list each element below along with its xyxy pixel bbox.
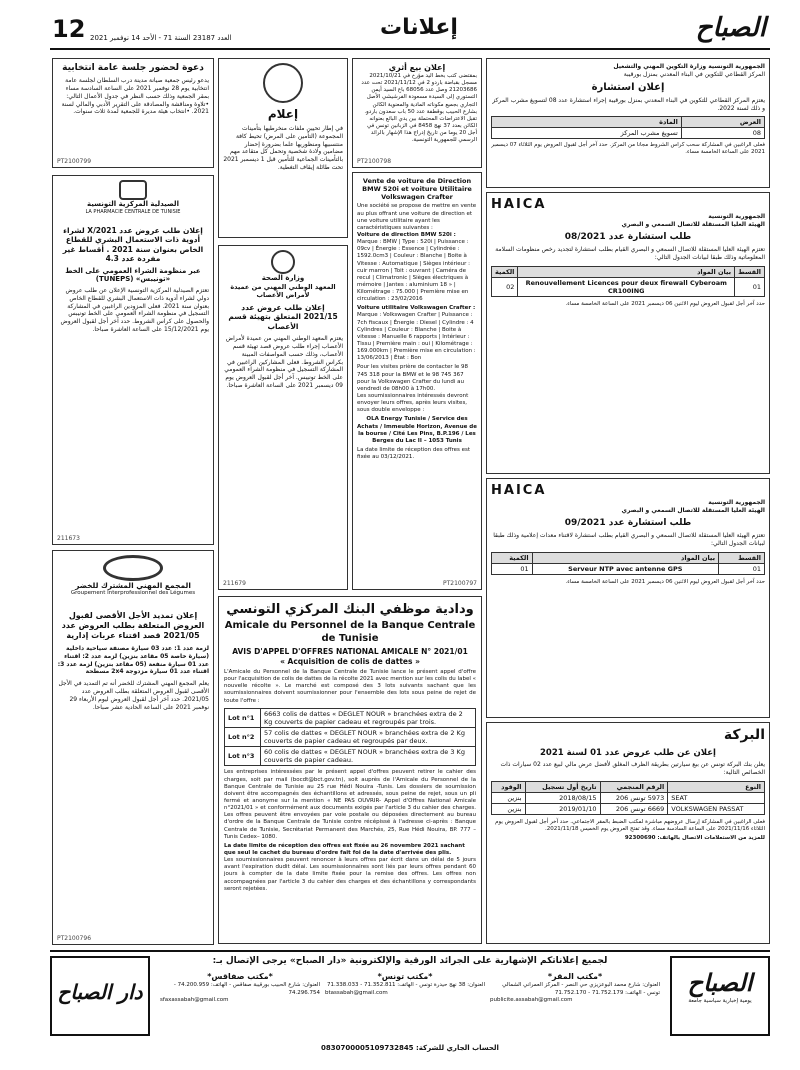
- brand-logo: الصباح: [695, 13, 766, 43]
- ipt-org2: المعهد الوطني المهني من عميدة لأمراض الأعصاب: [230, 282, 336, 299]
- iam-title: إعلام: [267, 107, 299, 121]
- bct-lot3-desc: 60 colis de dattes « DEGLET NOUR » branchées extra de 3 Kg couverts de papier cadeau.: [261, 747, 476, 766]
- haica1-org: الهيئة العليا المستقلة للاتصال السمعي و البصري: [621, 221, 765, 229]
- haica2-country: الجمهورية التونسية: [708, 499, 765, 507]
- vehicle-visits: Pour les visites prière de contacter le 98 745 318 pour la BMW et le 98 745 367 pour la Volkswagen Crafter du lundi au vendredi de 08h00 à 17h00.: [357, 364, 469, 392]
- vehicle-title: Vente de voiture de Direction BMW 520i et voiture Utilitaire Volkswagen Crafter: [362, 177, 472, 202]
- baraka-r1-c3: 2018/08/15: [525, 792, 600, 803]
- footer-account: الحساب الجاري للشركة: 0830700005109732845: [321, 1044, 499, 1052]
- fonds-code: PT2100798: [357, 157, 392, 165]
- bts-body: يعتزم المركز القطاعي للتكوين في البناء المعدني بمنزل بورقيبة إجراء استشارة عدد 08 لتسويغ مشرب المركز و ذلك لسنة 2022.: [492, 97, 765, 112]
- baraka-th-1: النوع: [668, 781, 765, 792]
- vehicle-address: OLA Energy Tunisie / Service des Achats / Immeuble Horizon, Avenue de la bourse / Cité Les Pins, B.P.196 / Les Berges du Lac II – 1053 Tunis: [357, 416, 477, 444]
- bct-lot3-label: Lot n°3: [225, 747, 261, 766]
- haica2-th-2: بيان المواد: [532, 552, 718, 563]
- baraka-r2-c1: VOLKSWAGEN PASSAT: [668, 803, 765, 814]
- haica2-td-3: 01: [492, 563, 533, 574]
- baraka-th-2: الرقم المنجمي: [600, 781, 668, 792]
- haica1-th-2: بيان المواد: [518, 266, 735, 277]
- baraka-r2-c2: 6669 تونس 206: [600, 803, 668, 814]
- footer-office-hq-name: *مكتب المقر*: [547, 972, 603, 981]
- emblem-icon: [263, 63, 303, 103]
- footer-brand-right: [670, 956, 770, 1036]
- bct-body: Les entreprises intéressées par le présent appel d'offres peuvent retirer le cahier des charges, soit par mail (bocdt@bct.gov.tn), soit auprès de l'Amicale du Personnel de la Banque Centrale de Tunisie au 25 rue Hédi Nouira -Tunis. Les dossiers de soumission doivent être accompagnés des échantillons et adressés, sous peine de rejet, sous un pli fermé et anonyme sur la mention « NE PAS OUVRIR- Appel d'Offres National Amicale n°2021/01 » et conformément aux documents exigés par l'article 3 du cahier des charges. Les offres peuvent être envoyées par voie postale ou déposées directement au bureau d'ordre de la Banque Centrale de Tunisie contre récépissé à l'adresse ci-après : Banque Centrale de Tunisie, Secrétariat Permanent des Marchés, 25, Rue Hédi Nouira, BP. 777 – Tunis Cedex– 1080.: [224, 769, 476, 840]
- ipt-org: وزارة الصحة: [261, 274, 305, 282]
- ad-pharmacie-centrale: [52, 175, 214, 545]
- footer-tagline: يومية إخبارية سياسية جامعة: [688, 998, 752, 1004]
- bts-td-1: 08: [681, 127, 764, 138]
- haica2-td-2: Serveur NTP avec antenne GPS: [532, 563, 718, 574]
- vehicle-code: PT2100797: [442, 579, 477, 587]
- baraka-th-4: الوقود: [492, 781, 526, 792]
- ad-haica-1: [486, 192, 770, 474]
- footer-office-tunis-name: *مكتب تونس*: [377, 972, 433, 981]
- bct-ar-title: ودادية موظفي البنك المركزي التونسي: [226, 602, 474, 617]
- baraka-footer: فعلى الراغبين في المشاركة إرسال عروضهم مباشرة لمكتب الضبط بالمقر الاجتماعي. حدد آخر أجل لقبول العروض يوم الثلاثاء 2021/11/16 على الساعة السادسة مساء. وقد تفتح العروض يوم الخميس 2021/11/18.: [495, 819, 765, 833]
- pharmacie-logo: [57, 180, 209, 220]
- baraka-th-3: تاريخ أول تسجيل: [525, 781, 600, 792]
- vehicle-body: Une société se propose de mettre en vente au plus offrant une voiture de direction et une voiture utilitaire ayant les caractéristiques suivantes :: [357, 203, 477, 231]
- bts-td-2: تسويغ مشرب المركز: [492, 127, 682, 138]
- ipt-code: 211679: [223, 579, 246, 587]
- groupement-body: يعلم المجمع المهني المشترك للخضر أنه تم التمديد في الأجل الأقصى لقبول العروض المتعلقة بطلب العروض عدد 2021/05. حدد آخر أجل لقبول العروض ليوم الأربعاء 29 نوفمبر 2021 على الساعة الحادية عشر صباحا.: [58, 680, 209, 711]
- issue-info: العدد 23187 السنة 71 - الأحد 14 نوفمبر 2021: [90, 34, 232, 42]
- haica2-org: الهيئة العليا المستقلة للاتصال السمعي و البصري: [621, 507, 765, 515]
- bct-deadline: La date limite de réception des offres est fixée au 26 novembre 2021 sachant que seul le cachet du bureau d'ordre fait foi de la date d'arrivée des plis.: [224, 842, 465, 856]
- page-number: 12: [52, 15, 86, 43]
- bct-lot2-label: Lot n°2: [225, 727, 261, 746]
- pharmacie-org-ar: الصيدلية المركزية التونسية: [87, 200, 179, 208]
- haica2-th-3: الكمية: [492, 552, 533, 563]
- notice-body: يدعو رئيس جمعية صيانة مدينة درب السلطان لجلسة عامة انتخابية يوم 28 نوفمبر 2021 على الساعة السادسة مساء بمقر الجمعية وذلك حسب النظر في جدول الأعمال التالي: •تلاوة ومناقشة والمصادقة على التقرير الأدبي والمالي لسنة 2021. •انتخاب هيئة مديرة للجمعية لمدة ثلاث سنوات.: [61, 77, 209, 116]
- notice-general-assembly: [52, 58, 214, 168]
- bct-lot1-desc: 6663 colis de dattes « DEGLET NOUR » branchées extra de 2 Kg couverts de papier cadeau et regroupés par trois.: [261, 708, 476, 727]
- page-header: [50, 10, 770, 50]
- bts-org2: المركز القطاعي للتكوين في البناء المعدني بمنزل بورقيبة: [623, 70, 765, 78]
- groupement-logo: [57, 555, 209, 605]
- bts-footer: فعلى الراغبين في المشاركة سحب كراس الشروط مجانا من المركز. حدد آخر أجل لقبول العروض يوم الثلاثاء 07 ديسمبر 2021 على الساعة الخامسة مساء.: [491, 141, 765, 156]
- baraka-contact: للمزيد من الاستعلامات الاتصال بالهاتف: 92300690: [624, 835, 765, 842]
- notice-code: PT2100799: [57, 157, 92, 165]
- ad-baraka: [486, 722, 770, 944]
- haica1-table: [491, 266, 765, 297]
- footer-office-sfax-email[interactable]: sfaxassabah@gmail.com: [160, 996, 229, 1003]
- fonds-title: إعلان بيع أثري: [388, 63, 446, 72]
- haica1-th-1: القسط: [735, 266, 765, 277]
- table-row: [225, 747, 476, 766]
- groupement-title: إعلان تمديد الأجل الأقصى لقبول العروض المتعلقة بطلب العروض عدد 2021/05 قصد اقتناء عربات إدارية: [61, 611, 205, 640]
- haica1-title: طلب استشارة عدد 08/2021: [564, 231, 692, 242]
- notice-title: دعوة لحضور جلسة عامة انتخابية: [62, 63, 204, 73]
- footer-office-hq-text: العنوان: شارع محمد البوعزيزي حي النصر - المركز العمراني الشمالي تونس - الهاتف: 71.752.179 - 71.752.170: [502, 982, 660, 996]
- haica1-td-3: 02: [492, 277, 518, 296]
- vehicle-deadline: La date limite de réception des offres est fixée au 03/12/2021.: [357, 447, 471, 461]
- pharmacie-code: 211673: [57, 534, 80, 542]
- haica2-td-1: 01: [719, 563, 765, 574]
- groupement-code: PT2100796: [57, 934, 92, 942]
- bct-lot1-label: Lot n°1: [225, 708, 261, 727]
- ad-consultation-buvette: [486, 58, 770, 188]
- pharmacie-subtitle: عبر منظومة الشراء العمومي على الخط «تونيبس» (TUNEPS): [65, 266, 201, 284]
- baraka-table: [491, 781, 765, 815]
- footer-office-tunis-email[interactable]: btassabah@gmail.com: [325, 989, 388, 996]
- haica1-logo: HAICA: [491, 197, 547, 212]
- bct-subtitle2: « Acquisition de colis de dattes »: [280, 656, 420, 666]
- haica1-footer: حدد آخر أجل لقبول العروض ليوم الاثنين 06 ديسمبر 2021 على الساعة الخامسة مساء.: [565, 301, 765, 308]
- haica1-td-1: 01: [735, 277, 765, 296]
- ad-vehicle-sale: [352, 172, 482, 590]
- footer-office-tunis: [325, 972, 485, 997]
- pharmacie-body: تعتزم الصيدلية المركزية التونسية الإعلان عن طلب عروض دولي لشراء أدوية ذات الاستعمال البشري للقطاع الخاص بعنوان سنة 2021. فعلى المزودين الراغبين في المشاركة التسجيل في منظومة الشراء العمومي على الخط تونيبس والحصول على كراس الشروط. حدد آخر أجل لقبول العروض يوم 15/12/2021 على الساعة العاشرة صباحا.: [60, 287, 209, 333]
- footer-brand-left: [50, 956, 150, 1036]
- vw-header: Voiture utilitaire Volkswagen Crafter :: [357, 305, 476, 312]
- baraka-body: يعلن بنك البركة تونس عن بيع سيارتين بطريقة الظرف المغلق لأفضل عرض مالي لبيع عدد 02 سيارات ذات الخصائص التالية:: [500, 761, 765, 776]
- footer-brand-left-text: دار الصباح: [57, 980, 143, 1004]
- haica2-title: طلب استشارة عدد 09/2021: [564, 517, 692, 528]
- iam-body: في إطار تحيين ملفات منخرطيها بتأمينات المجموعة (التأمين على المرض) تحيط كافة منتسبيها ومنظوريها علما بضرورة إحضار مضامين ولادة شخصية وتحمل كل متقاعد مهم بالتأمينات الجماعية للتأمين قبل 1 ديسمبر 2021 تحت طائلة إيقاف التغطية.: [223, 125, 343, 171]
- table-row: [492, 803, 765, 814]
- baraka-r1-c1: SEAT: [668, 792, 765, 803]
- bct-intro: L'Amicale du Personnel de la Banque Centrale de Tunisie lance le présent appel d'offre pour l'acquisition de colis de dattes de la récolte 2021 avec mention sur les colis du label « nouvelle récolte ». Le marché est composé des 3 lots suivants sachant que les soumissionnaires doivent soumissionner pour l'ensemble des lots sous peine de rejet de toute l'offre :: [224, 669, 476, 704]
- table-row: [225, 727, 476, 746]
- vehicle-offers: Les soumissionnaires intéressés devront envoyer leurs offres, après leurs visites, sous double enveloppe :: [357, 393, 469, 414]
- ipt-title: إعلان طلب عروض عدد 2021/15 المتعلق بتهيئة قسم الأعصاب: [228, 303, 338, 331]
- bct-fr-title: Amicale du Personnel de la Banque Centrale de Tunisie: [224, 620, 476, 644]
- baraka-r1-c2: 5973 تونس 206: [600, 792, 668, 803]
- haica2-table: [491, 552, 765, 575]
- footer-office-tunis-text: العنوان: 38 نهج حيدرة تونس - الهاتف: 71.352.811 - 71.338.033: [327, 982, 485, 989]
- bts-table: [491, 116, 765, 139]
- vw-specs: Marque : Volkswagen Crafter | Puissance : 7ch fiscaux | Énergie : Diesel | Cylindre : 4 Cylindres | Couleur : Blanche | Boite à vitesse : Manuelle 6 rapports | Intérieur : Tissu | Première main : oui | Kilométrage : 169.000km | Première mise en circulation : 13/06/2013 | État : Bon: [357, 312, 476, 362]
- footer-banner: لجميع إعلاناتكم الإشهارية على الجرائد الورقية والإلكترونية «دار الصباح» يرجى الإتصال بـ:: [212, 956, 608, 966]
- footer-office-sfax-text: العنوان: شارع الحبيب بورقيبة صفاقس - الهاتف: 74.200.959 - 74.296.754: [173, 982, 320, 996]
- bct-lot2-desc: 57 colis de dattes « DEGLET NOUR » branchées extra de 2 Kg couverts de papier cadeau et regroupés par deux.: [261, 727, 476, 746]
- bts-th-1: العرض: [681, 116, 764, 127]
- ad-haica-2: [486, 478, 770, 718]
- haica1-body: تعتزم الهيئة العليا المستقلة للاتصال السمعي و البصري القيام بطلب استشارة لتجديد رخص منظومات السلامة المعلوماتية وذلك طبقا لبيانات الجدول التالي:: [495, 246, 765, 261]
- groupement-org-fr: Groupement Interprofessionnel des Légumes: [70, 590, 196, 597]
- footer-office-hq-email[interactable]: publicite.assabah@gmail.com: [490, 996, 573, 1003]
- haica2-th-1: القسط: [719, 552, 765, 563]
- haica1-th-3: الكمية: [492, 266, 518, 277]
- groupement-logo-icon: [103, 555, 163, 581]
- footer-office-sfax-name: *مكتب صفاقس*: [207, 972, 273, 981]
- groupement-lots: لزمة عدد 1: عدد 03 سيارة مصنفة سياحية داخلية (سيارة خاصة 05 مقاعد بنزين) لزمة عدد 2: اقتناء عدد 01 سيارة منفعة (05 مقاعد بنزين) لزمة عدد 3: اقتناء عدد 01 سيارة مزدوجة 2x4 مسطحة: [57, 645, 209, 676]
- bts-th-2: المادة: [492, 116, 682, 127]
- baraka-logo: البركة: [723, 727, 765, 743]
- footer-office-sfax: [160, 972, 320, 1004]
- groupement-org-ar: المجمع المهني المشترك للخضر: [75, 581, 191, 590]
- pharmacie-logo-icon: [119, 180, 147, 200]
- bct-lots-table: [224, 708, 476, 767]
- bmw-header: Voiture de direction BMW 520i :: [357, 231, 456, 238]
- table-row: [225, 708, 476, 727]
- baraka-title: إعلان عن طلب عروض عدد 01 لسنة 2021: [540, 747, 716, 758]
- table-row: [492, 792, 765, 803]
- section-title: إعلانات: [380, 15, 458, 40]
- haica1-td-2: Renouvellement Licences pour deux firewall Cyberoam CR100ING: [518, 277, 735, 296]
- footer-brand-right-text: الصباح: [687, 969, 753, 997]
- baraka-r2-c3: 2019/01/10: [525, 803, 600, 814]
- haica1-country: الجمهورية التونسية: [708, 213, 765, 221]
- bts-title: إعلان استشارة: [591, 81, 665, 93]
- haica2-footer: حدد آخر أجل لقبول العروض ليوم الاثنين 06 ديسمبر 2021 على الساعة الخامسة مساء.: [565, 578, 765, 585]
- bct-subtitle: AVIS D'APPEL D'OFFRES NATIONAL AMICALE N° 2021/01: [232, 647, 468, 657]
- footer-office-hq: [490, 972, 660, 1004]
- ad-bct-amicale: [218, 596, 482, 944]
- pharmacie-org-fr: LA PHARMACIE CENTRALE DE TUNISIE: [85, 208, 181, 215]
- bct-closing: Les soumissionnaires peuvent renoncer à leurs offres par écrit dans un délai de 5 jours avant l'expiration dudit délai. Les soumissionnaires sont liés par leurs offres pendant 60 jours à compter de la date limite fixée pour la remise des offres. Les offres non accompagnées par l'article 3 du cahier des charges et des échantillons y correspondants seront rejetées.: [224, 857, 476, 892]
- ad-groupement-legumes: [52, 550, 214, 945]
- pharmacie-title: إعلان طلب عروض عدد X/2021 لشراء أدوية ذات الاستعمال البشري للقطاع الخاص بعنوان سنة 2021 . أقساط غير مفردة عدد 4.3: [62, 226, 204, 264]
- baraka-r2-c4: بنزين: [492, 803, 526, 814]
- page-footer: [50, 950, 770, 1060]
- bmw-specs: Marque : BMW | Type : 520i | Puissance : 09cv | Énergie : Essence | Cylindrée : 1592.0cm3 | Couleur : Blanche | Boite à Vitesse : Automatique | Sièges intérieur : cuir marron | Toit : ouvrant | Caméra de recul | Climatronic | Sièges électriques à mémoire | Jantes : aluminium 18 » | Kilométrage : 75.000 | Première mise en circulation : 23/02/2016: [357, 239, 471, 303]
- ad-ipt: [218, 245, 348, 590]
- ad-fonds-commerce: [352, 58, 482, 168]
- ipt-body: يعتزم المعهد الوطني المهني من عميدة لأمراض الأعصاب إجراء طلب عروض قصد تهيئة قسم الأعصاب، وذلك حسب المواصفات المبينة بكراس الشروط. فعلى المشاركين الراغبين في المشاركة التسجيل في منظومة الشراء العمومي على الخط تونيبس. آخر أجل لقبول العروض يوم 09 ديسمبر 2021 على الساعة العاشرة صباحا.: [224, 335, 343, 389]
- ad-iam: [218, 58, 348, 238]
- haica2-logo: HAICA: [491, 483, 547, 498]
- ministry-health-icon: [271, 250, 295, 274]
- baraka-r1-c4: بنزين: [492, 792, 526, 803]
- bts-org: الجمهورية التونسية وزارة التكوين المهني والتشغيل: [613, 63, 765, 70]
- fonds-body: بمقتضى كتب بخط اليد مؤرخ في 2021/10/21 مسجل بقباضة باردو 2 في 2021/11/12 تحت عدد 21203686 وصل عدد 68056 باع السيد أيمن التستوري إلى السيدة مسعودة الفرشيشي الأصل التجاري بجميع مكوناته المادية والمعنوية الكائن بشارع الحبيب بوقطفة عدد 50 باب سعدون باردو. تقبل الاعتراضات المحتملة بين يدي البائع بعنوانه الكائن بعدد 37 نهج 8458 في الزبانين تونس في أجل 20 يوما من تاريخ إدراج هذا الإشهار بالرائد الرسمي للجمهورية التونسية.: [361, 73, 477, 144]
- haica2-body: تعتزم الهيئة العليا المستقلة للاتصال السمعي و البصري القيام بطلب استشارة لاقتناء معدات إعلامية وذلك طبقا لبيانات الجدول التالي:: [493, 532, 765, 547]
